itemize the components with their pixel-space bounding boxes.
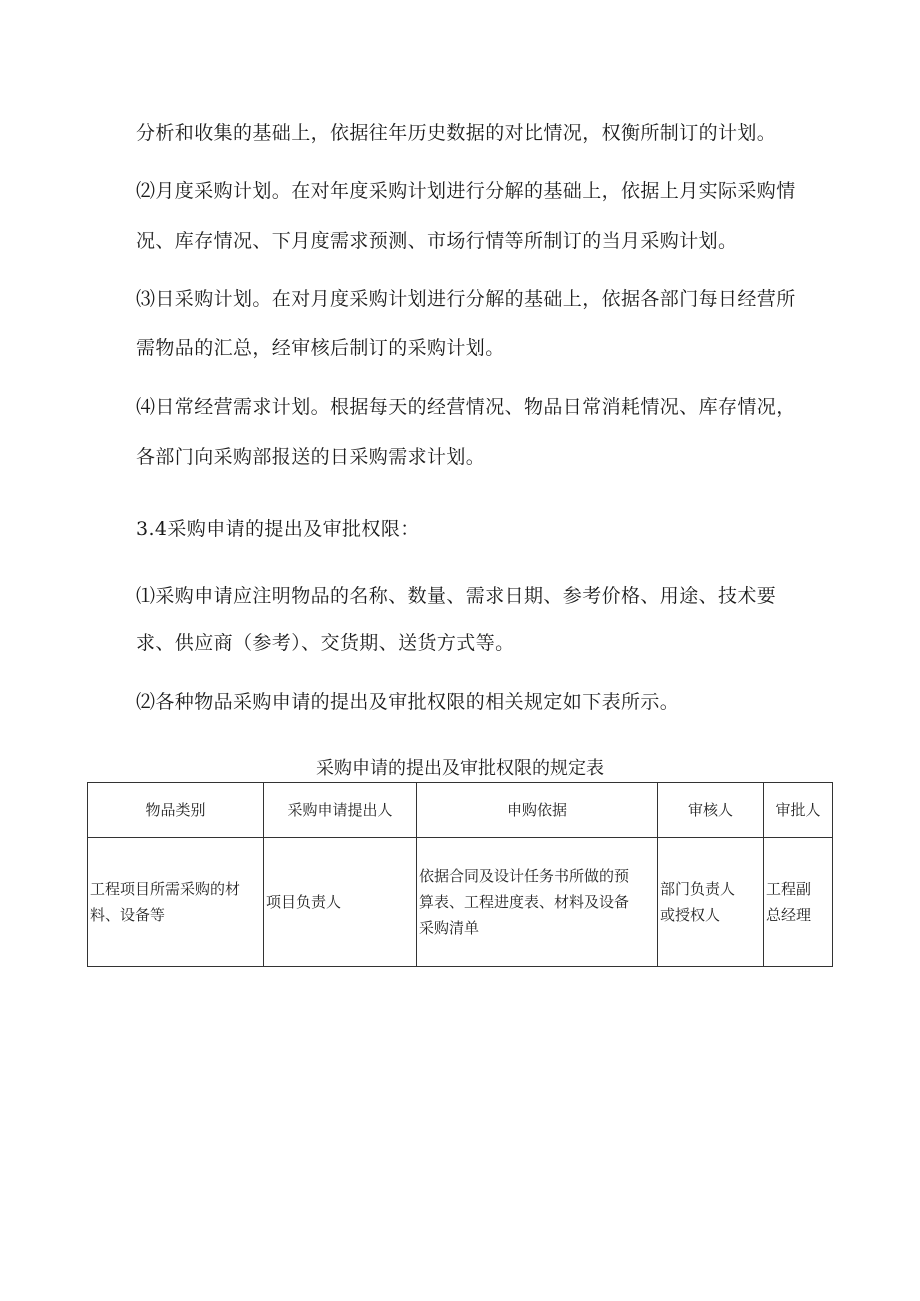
- section-heading-3-4: 3.4采购申请的提出及审批权限：: [136, 518, 420, 540]
- cell-reviewer: [658, 838, 764, 967]
- cell-line: 依据合同及设计任务书所做的预: [419, 867, 630, 885]
- cell-line: 工程项目所需采购的材: [90, 880, 241, 898]
- header-category: 物品类别: [88, 783, 264, 838]
- cell-line: 项目负责人: [266, 893, 342, 911]
- cell-applicant: [264, 838, 417, 967]
- cell-line: 采购清单: [419, 919, 480, 937]
- header-approver: 审批人: [764, 783, 833, 838]
- table-caption: 采购申请的提出及审批权限的规定表: [316, 758, 604, 779]
- para-request-content-line1: ⑴采购申请应注明物品的名称、数量、需求日期、参考价格、用途、技术要: [136, 585, 777, 607]
- cell-line: 料、设备等: [90, 906, 166, 924]
- para-daily-plan-line2: 需物品的汇总，经审核后制订的采购计划。: [136, 337, 505, 359]
- header-reviewer: 审核人: [658, 783, 764, 838]
- table-row: [88, 838, 833, 967]
- approval-rules-table: [87, 782, 833, 967]
- header-applicant: 采购申请提出人: [264, 783, 417, 838]
- para-daily-plan-line1: ⑶日采购计划。在对月度采购计划进行分解的基础上，依据各部门每日经营所: [136, 288, 796, 310]
- para-table-intro: ⑵各种物品采购申请的提出及审批权限的相关规定如下表所示。: [136, 691, 680, 713]
- cell-line: 部门负责人: [660, 880, 736, 898]
- para-demand-plan-line1: ⑷日常经营需求计划。根据每天的经营情况、物品日常消耗情况、库存情况，: [136, 396, 796, 418]
- table-header-row: [88, 783, 833, 838]
- header-basis: 申购依据: [417, 783, 658, 838]
- cell-line: 工程副: [766, 880, 812, 898]
- para-annual-plan-tail: 分析和收集的基础上，依据往年历史数据的对比情况，权衡所制订的计划。: [136, 122, 777, 144]
- para-monthly-plan-line2: 况、库存情况、下月度需求预测、市场行情等所制订的当月采购计划。: [136, 230, 738, 252]
- cell-line: 算表、工程进度表、材料及设备: [419, 893, 630, 911]
- cell-basis: [417, 838, 658, 967]
- cell-line: 总经理: [766, 906, 812, 924]
- para-demand-plan-line2: 各部门向采购部报送的日采购需求计划。: [136, 446, 486, 468]
- para-monthly-plan-line1: ⑵月度采购计划。在对年度采购计划进行分解的基础上，依据上月实际采购情: [136, 180, 796, 202]
- para-request-content-line2: 求、供应商（参考）、交货期、送货方式等。: [136, 632, 515, 654]
- cell-category: [88, 838, 264, 967]
- cell-line: 或授权人: [660, 906, 721, 924]
- cell-approver: [764, 838, 833, 967]
